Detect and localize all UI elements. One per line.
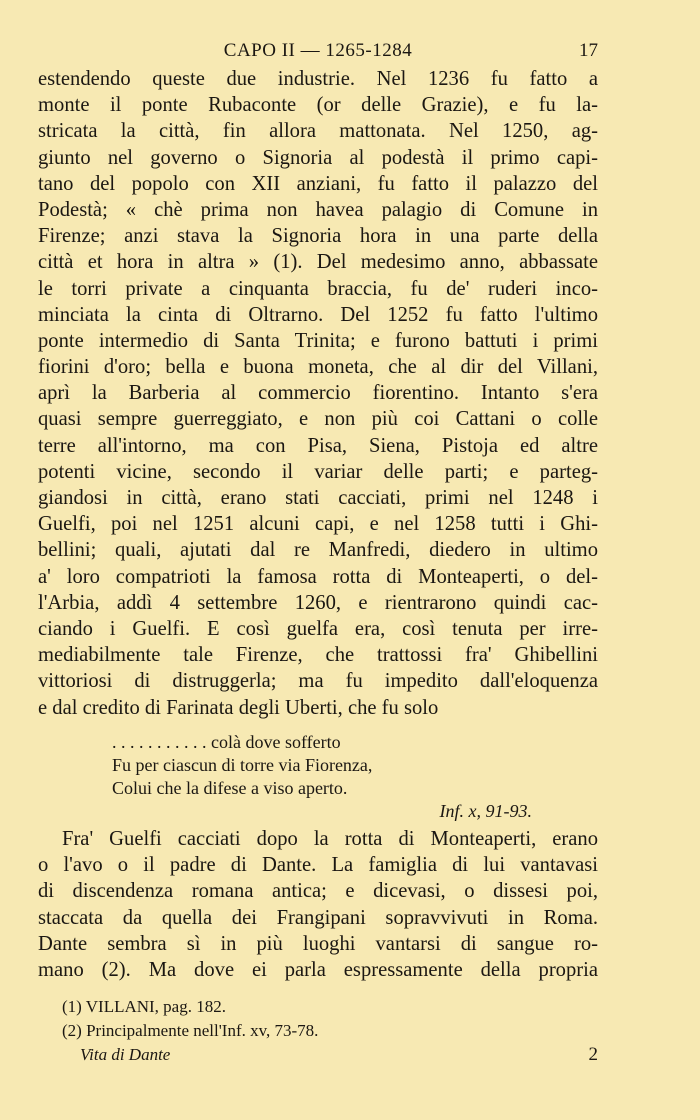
verse-line: . . . . . . . . . . . colà dove sofferto	[112, 732, 341, 752]
text-line: potenti vicine, secondo il variar delle parti; e parteg-	[38, 460, 598, 483]
text-line: Podestà; « chè prima non havea palagio di Comune in	[38, 198, 598, 221]
signature-number: 2	[588, 1044, 598, 1065]
text-line: monte il ponte Rubaconte (or delle Grazie), e fu la-	[38, 94, 598, 117]
text-line: Fra' Guelfi cacciati dopo la rotta di Monteaperti, erano	[62, 828, 598, 850]
text-line: tano del popolo con XII anziani, fu fatto il palazzo del	[38, 172, 598, 195]
signature-title: Vita di Dante	[80, 1045, 171, 1064]
page-header	[38, 40, 598, 66]
running-title: CAPO II — 1265-1284	[223, 40, 413, 61]
text-line: l'Arbia, addì 4 settembre 1260, e rientrarono quindi cac-	[38, 591, 598, 614]
footnote: (2) Principalmente nell'Inf. xv, 73-78.	[62, 1021, 319, 1040]
text-line: terre all'intorno, ma con Pisa, Siena, Pistoja ed altre	[38, 434, 598, 457]
text-line: stricata la città, fin allora mattonata. Nel 1250, ag-	[38, 120, 598, 143]
text-line: ponte intermedio di Santa Trinita; e furono battuti i primi	[38, 329, 598, 352]
text-line: mediabilmente tale Firenze, che trattossi fra' Ghibellini	[38, 644, 598, 667]
text-line: estendendo queste due industrie. Nel 1236 fu fatto a	[38, 68, 598, 90]
text-line: o l'avo o il padre di Dante. La famiglia di lui vantavasi	[38, 854, 598, 877]
text-line: Firenze; anzi stava la Signoria hora in una parte della	[38, 225, 598, 248]
text-line: bellini; quali, ajutati dal re Manfredi, diedero in ultimo	[38, 539, 598, 562]
footnote: (1) VILLANI, pag. 182.	[62, 997, 226, 1016]
footnotes	[62, 995, 598, 1067]
text-line: staccata da quella dei Frangipani sopravvivuti in Roma.	[38, 906, 598, 929]
verse-line: Colui che la difese a viso aperto.	[112, 778, 348, 798]
text-line: le torri private a cinquanta braccia, fu de' ruderi inco-	[38, 277, 598, 300]
text-line: vittoriosi di distruggerla; ma fu impedito dall'eloquenza	[38, 670, 598, 693]
text-line: minciata la cinta di Oltrarno. Del 1252 fu fatto l'ultimo	[38, 303, 598, 326]
signature-mark	[62, 1043, 598, 1067]
text-line: di discendenza romana antica; e dicevasi, o dissesi poi,	[38, 880, 598, 903]
page-number: 17	[579, 40, 598, 61]
main-paragraph	[38, 66, 598, 721]
text-line: aprì la Barberia al commercio fiorentino. Intanto s'era	[38, 382, 598, 405]
text-line: città et hora in altra » (1). Del medesimo anno, abbassate	[38, 251, 598, 274]
text-line: a' loro compatrioti la famosa rotta di Monteaperti, o del-	[38, 565, 598, 588]
second-paragraph	[38, 826, 598, 983]
text-line: ciando i Guelfi. E così guelfa era, così tenuta per irre-	[38, 617, 598, 640]
text-line: Dante sembra sì in più luoghi vantarsi di sangue ro-	[38, 932, 598, 955]
verse-line: Fu per ciascun di torre via Fiorenza,	[112, 755, 373, 775]
text-line: giunto nel governo o Signoria al podestà il primo capi-	[38, 146, 598, 169]
text-line: Guelfi, poi nel 1251 alcuni capi, e nel 1258 tutti i Ghi-	[38, 513, 598, 536]
verse-citation: Inf. x, 91-93.	[439, 801, 532, 821]
text-line: mano (2). Ma dove ei parla espressamente della propria	[38, 958, 598, 981]
text-line: giandosi in città, erano stati cacciati, primi nel 1248 i	[38, 487, 598, 509]
text-line: e dal credito di Farinata degli Uberti, che fu solo	[38, 696, 439, 719]
text-line: fiorini d'oro; bella e buona moneta, che al dir del Villani,	[38, 356, 598, 379]
text-line: quasi sempre guerreggiato, e non più coi Cattani o colle	[38, 408, 598, 431]
verse-quotation	[112, 731, 532, 823]
